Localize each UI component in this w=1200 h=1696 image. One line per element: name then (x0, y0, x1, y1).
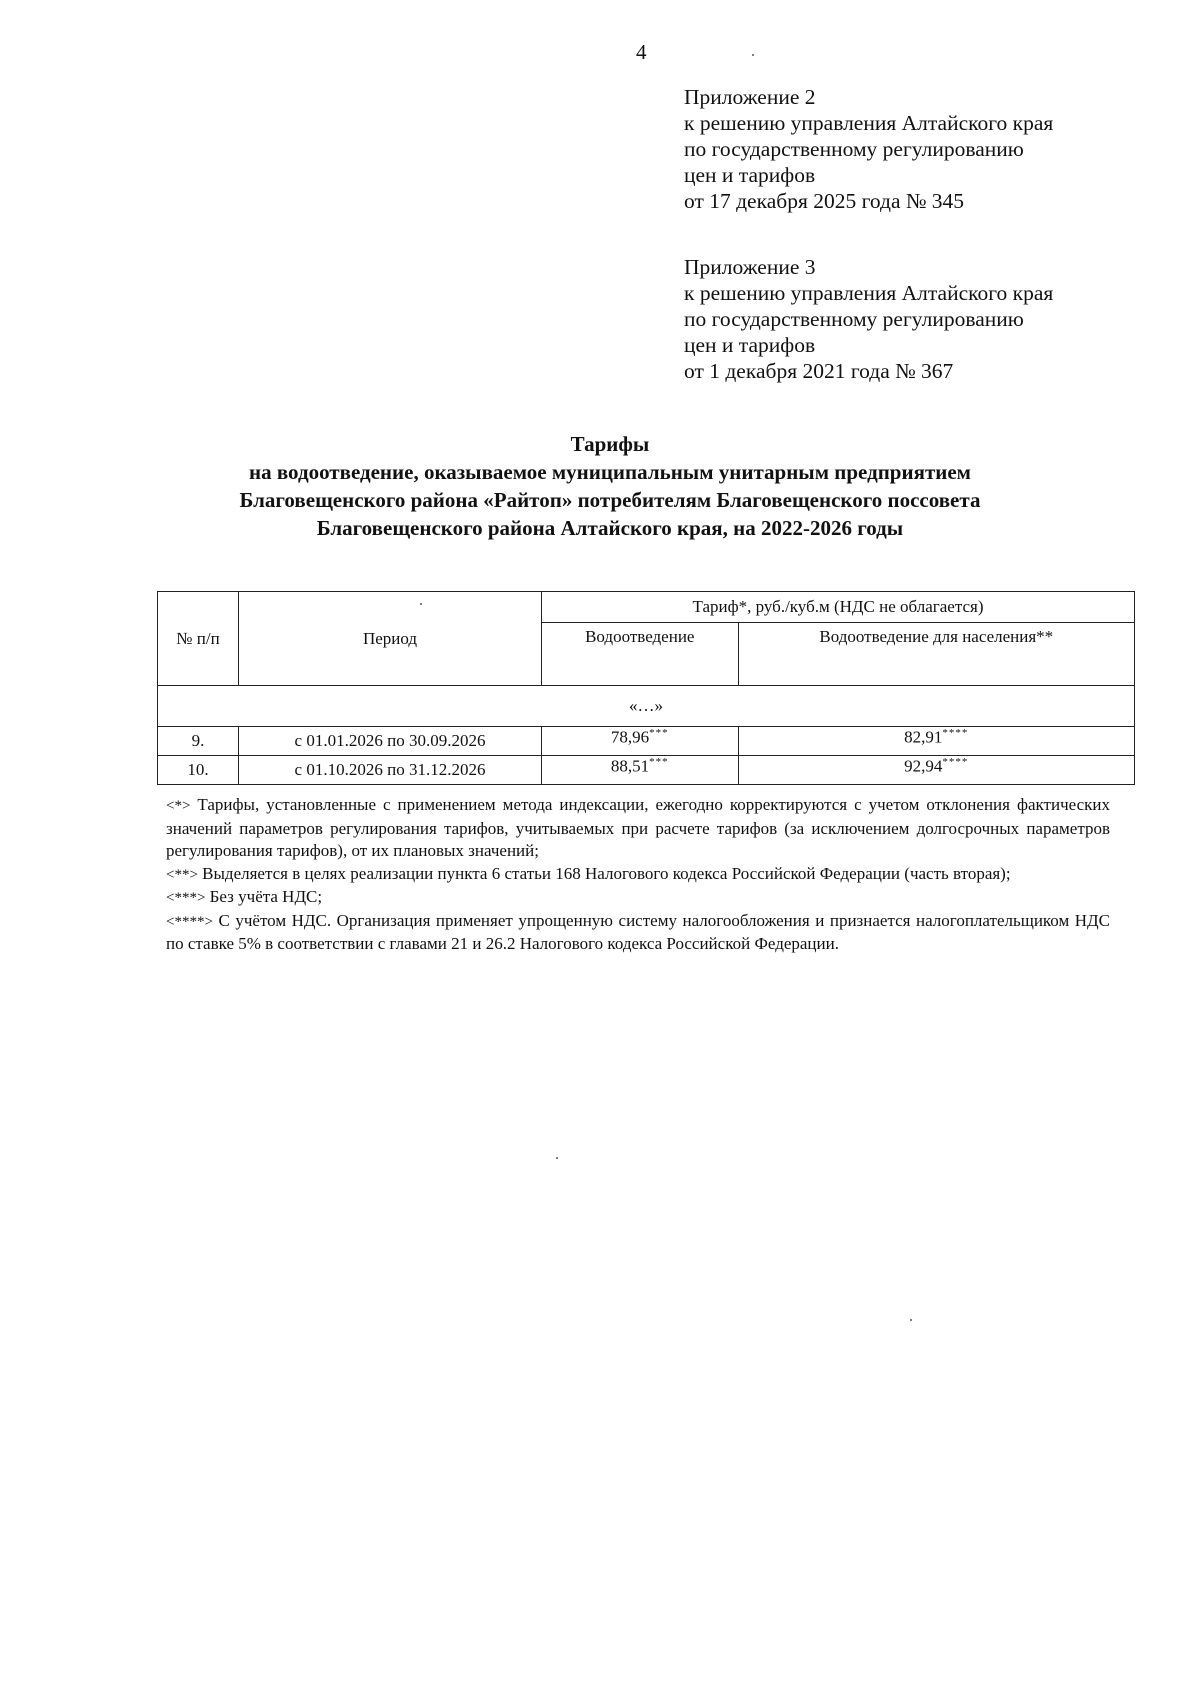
column-header-drainage-population: Водоотведение для населения** (738, 623, 1134, 686)
annex-3-line: цен и тарифов (684, 333, 816, 357)
footnote-1 (166, 794, 1110, 863)
annex-2-line: от 17 декабря 2025 года № 345 (684, 189, 964, 213)
row-population-value (738, 756, 1134, 785)
row-period: с 01.10.2026 по 31.12.2026 (239, 756, 542, 785)
annex-2-line: к решению управления Алтайского края (684, 111, 1054, 135)
annex-3-line: к решению управления Алтайского края (684, 281, 1054, 305)
value: 92,94 (904, 756, 943, 776)
footnote-text: Выделяется в целях реализации пункта 6 статьи 168 Налогового кодекса Российской Федерации (часть вторая); (202, 863, 1011, 883)
annex-2-line: Приложение 2 (684, 85, 816, 109)
footnote-text: Тарифы, установленные с применением метода индексации, ежегодно корректируются с учетом отклонения фактических значений параметров регулирования тарифов, учитываемых при расчете тарифов (за исключением долгосрочных параметров регулирования тарифов), от их плановых значений; (166, 795, 1111, 860)
scan-speck (556, 1157, 558, 1159)
annex-2-header (684, 84, 1053, 214)
column-header-drainage: Водоотведение (542, 623, 739, 686)
scan-speck (910, 1319, 912, 1321)
title-line: Тарифы (570, 432, 650, 456)
footnote-mark: *** (649, 727, 669, 739)
page-number: 4 (636, 40, 647, 64)
table-row (158, 727, 1135, 756)
row-drainage-value (542, 756, 739, 785)
footnote-mark: **** (942, 727, 969, 739)
annex-2-line: по государственному регулированию (684, 137, 1024, 161)
title-line: Благовещенского района «Райтоп» потребителям Благовещенского поссовета (239, 488, 981, 512)
column-header-tariff-group: Тариф*, руб./куб.м (НДС не облагается) (542, 592, 1135, 623)
value: 82,91 (904, 727, 943, 747)
document-title (150, 430, 1070, 542)
footnote-text: С учётом НДС. Организация применяет упрощенную систему налогообложения и признается налогоплательщиком НДС по ставке 5% в соответствии с главами 21 и 26.2 Налогового кодекса Российской Федерации. (166, 910, 1110, 953)
footnote-mark: **** (942, 756, 969, 768)
footnote-symbol: <*> (166, 798, 191, 814)
title-line: Благовещенского района Алтайского края, на 2022-2026 годы (316, 516, 904, 540)
footnote-2 (166, 863, 1110, 887)
table-row (158, 756, 1135, 785)
footnote-symbol: <****> (166, 913, 213, 930)
row-number: 10. (158, 756, 239, 785)
footnotes (166, 794, 1110, 956)
column-header-number: № п/п (158, 592, 239, 686)
footnote-symbol: <***> (166, 890, 206, 906)
title-line: на водоотведение, оказываемое муниципальным унитарным предприятием (249, 460, 971, 484)
footnote-3 (166, 886, 1110, 910)
annex-3-line: от 1 декабря 2021 года № 367 (684, 359, 954, 383)
footnote-mark: *** (649, 756, 669, 768)
omitted-rows-marker: «…» (158, 686, 1135, 727)
footnote-text: Без учёта НДС; (209, 887, 323, 906)
tariff-table (157, 591, 1135, 785)
footnote-symbol: <**> (166, 866, 198, 883)
scan-speck (752, 54, 754, 56)
value: 88,51 (610, 756, 650, 776)
annex-3-line: по государственному регулированию (684, 307, 1024, 331)
value: 78,96 (610, 727, 650, 747)
row-drainage-value (542, 727, 739, 756)
annex-2-line: цен и тарифов (684, 163, 816, 187)
annex-3-header (684, 254, 1053, 384)
footnote-4 (166, 910, 1110, 956)
row-number: 9. (158, 727, 239, 756)
row-population-value (738, 727, 1134, 756)
annex-3-line: Приложение 3 (684, 255, 816, 279)
row-period: с 01.01.2026 по 30.09.2026 (239, 727, 542, 756)
column-header-period: Период (239, 592, 542, 686)
